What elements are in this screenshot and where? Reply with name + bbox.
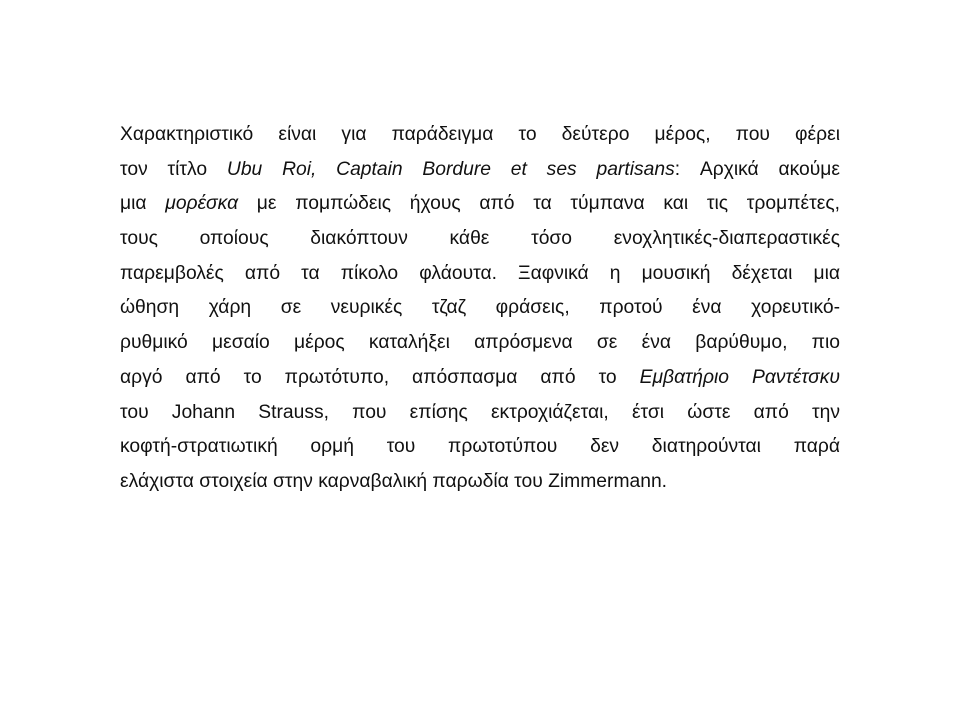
line-text: παρεμβολές από τα πίκολο φλάουτα. Ξαφνικά η μουσική δέχεται μια: [120, 262, 840, 284]
paragraph-line: [120, 257, 840, 292]
line-text: Χαρακτηριστικό είναι για παράδειγμα το δεύτερο μέρος, που φέρει: [120, 124, 840, 145]
line-text: τους οποίους διακόπτουν κάθε τόσο ενοχλητικές-διαπεραστικές: [120, 228, 840, 250]
paragraph: [120, 118, 840, 500]
paragraph-line: [120, 430, 840, 465]
paragraph-line: [120, 291, 840, 326]
paragraph-line: [120, 465, 840, 500]
line-text: ελάχιστα στοιχεία στην καρναβαλική παρωδία του Zimmermann.: [120, 470, 668, 492]
paragraph-line: [120, 222, 840, 257]
line-text: του Johann Strauss, που επίσης εκτροχιάζεται, έτσι ώστε από την: [120, 401, 840, 423]
line-text: ρυθμικό μεσαίο μέρος καταλήξει απρόσμενα σε ένα βαρύθυμο, πιο: [120, 332, 840, 354]
term-italic: μορέσκα: [165, 193, 239, 215]
work-title-italic: Εμβατήριο Ραντέτσκυ: [639, 366, 840, 388]
paragraph-line: [120, 326, 840, 361]
line-text: κοφτή-στρατιωτική ορμή του πρωτοτύπου δεν διατηρούνται παρά: [120, 436, 840, 458]
paragraph-line: [120, 153, 840, 188]
paragraph-line: [120, 396, 840, 431]
paragraph-line: [120, 187, 840, 222]
line-text: ώθηση χάρη σε νευρικές τζαζ φράσεις, προτού ένα χορευτικό-: [120, 297, 840, 319]
line-text: : Αρχικά ακούμε: [674, 158, 840, 180]
line-text: μια: [120, 193, 166, 215]
work-title-italic: Ubu Roi, Captain Bordure et ses partisans: [226, 158, 675, 180]
line-text: αργό από το πρωτότυπο, απόσπασμα από το: [120, 366, 640, 388]
paragraph-line: [120, 118, 840, 153]
line-text: τον τίτλο: [120, 158, 227, 180]
line-text: με πομπώδεις ήχους από τα τύμπανα και τις τρομπέτες,: [238, 193, 840, 215]
paragraph-line: [120, 361, 840, 396]
